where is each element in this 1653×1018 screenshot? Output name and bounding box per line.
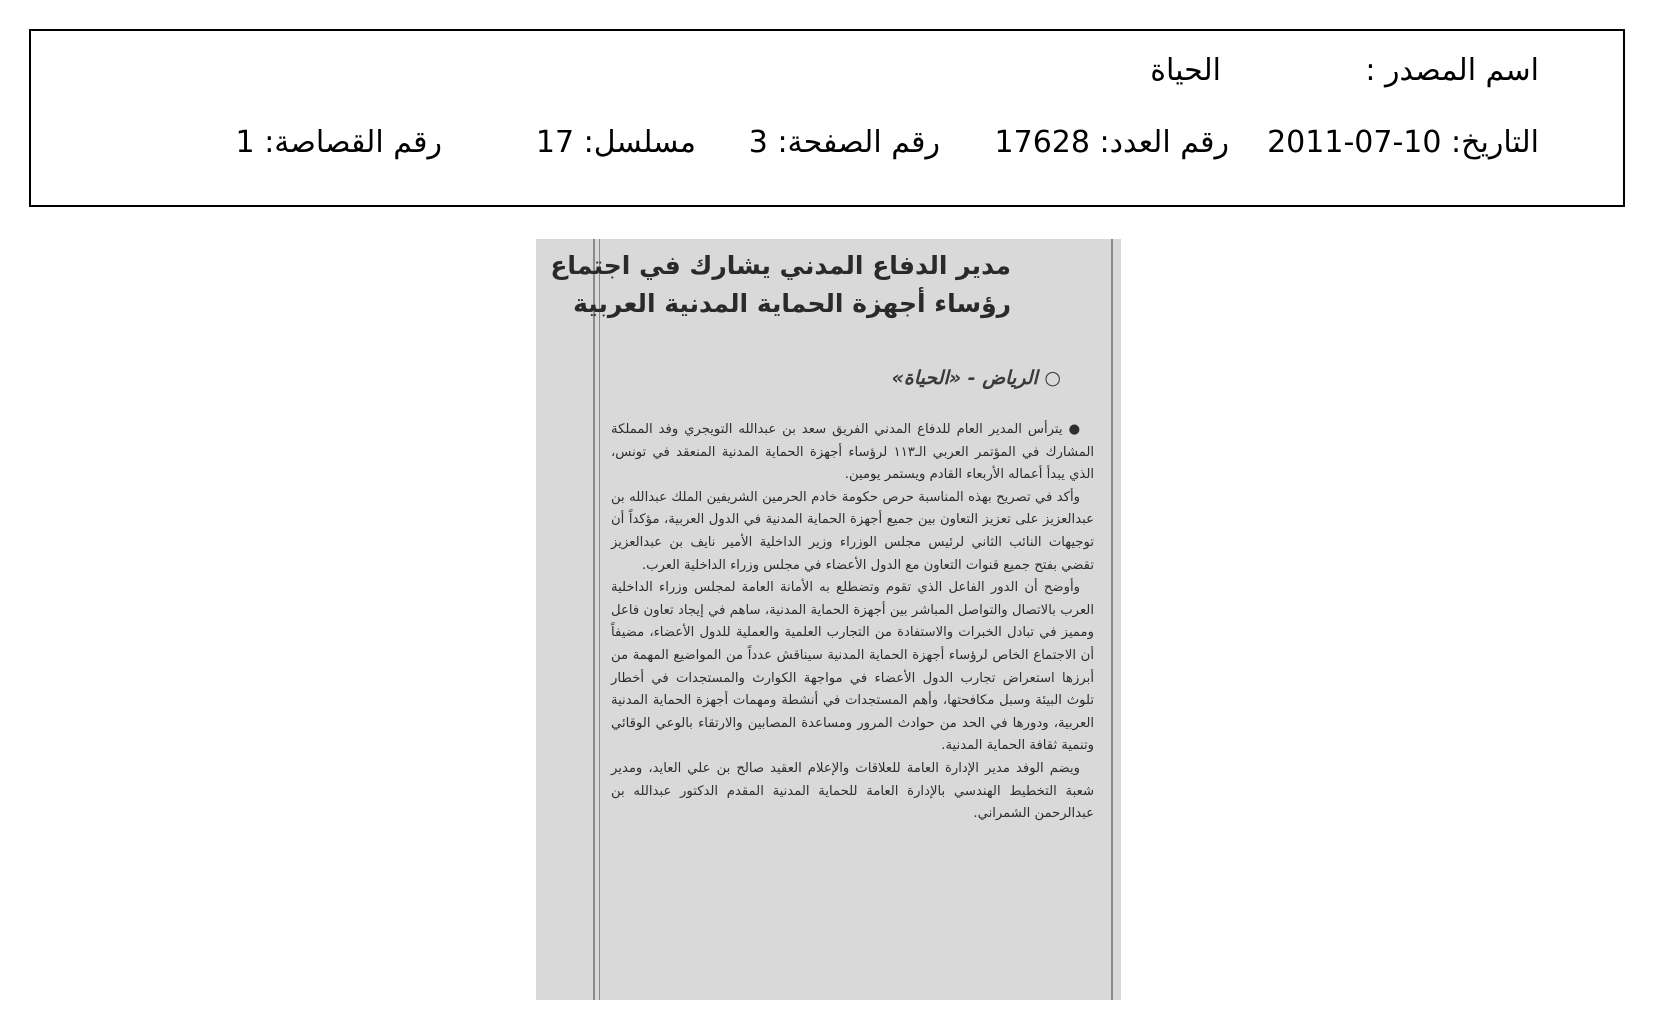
clipping-body <box>611 419 1094 826</box>
column-rule-left <box>593 239 595 1000</box>
column-rule-left-inner <box>599 239 600 1000</box>
issue-value: 17628 <box>994 125 1090 160</box>
source-info-box <box>29 29 1625 207</box>
clipping-paragraph: وأكد في تصريح بهذه المناسبة حرص حكومة خادم الحرمين الشريفين الملك عبدالله بن عبدالعزيز على تعزيز التعاون بين جميع أجهزة الحماية المدنية في الدول العربية، مؤكداً أن توجيهات النائب الثاني لرئيس مجلس الوزراء وزير الداخلية الأمير نايف بن عبدالعزيز تقضي بفتح جميع قنوات التعاون مع الدول الأعضاء في مجلس وزراء الداخلية العرب. <box>611 489 1094 573</box>
clipping-headline-line-1: مدير الدفاع المدني يشارك في اجتماع <box>550 251 1011 280</box>
source-row <box>27 53 1623 89</box>
date-value: 10-07-2011 <box>1267 125 1442 160</box>
column-rule-right <box>1111 239 1113 1000</box>
clip-number-value: 1 <box>235 125 255 160</box>
clipping-paragraph: ● يترأس المدير العام للدفاع المدني الفريق سعد بن عبدالله التويجري وفد المملكة المشارك في المؤتمر العربي الـ١١٣ لرؤساء أجهزة الحماية المدنية المنعقد في تونس، الذي يبدأ أعماله الأربعاء القادم ويستمر يومين. <box>611 422 1095 483</box>
clipping-dateline: ○ الرياض - «الحياة» <box>891 367 1061 389</box>
clipping-paragraph: وأوضح أن الدور الفاعل الذي تقوم وتضطلع به الأمانة العامة لمجلس وزراء الداخلية العرب بالاتصال والتواصل المباشر بين أجهزة الحماية المدنية، ساهم في إيجاد تعاون فاعل ومميز في تبادل الخبرات والاستفادة من التجارب العلمية والعملية للدول الأعضاء، مضيفاً أن الاجتماع الخاص لرؤساء أجهزة الحماية المدنية سيناقش عدداً من المواضيع المهمة من أبرزها استعراض تجارب الدول الأعضاء في مواجهة الكوارث والمستجدات في أخطار تلوث البيئة وسبل مكافحتها، وأهم المستجدات في أنشطة ومهمات أجهزة الحماية المدنية العربية، ودورها في الحد من حوادث المرور ومساعدة المصابين والارتقاء بالوعي الوقائي وتنمية ثقافة الحماية المدنية. <box>611 580 1094 754</box>
source-value: الحياة <box>1150 53 1221 88</box>
source-label: اسم المصدر : <box>1365 53 1539 88</box>
serial-label: مسلسل: <box>583 125 696 160</box>
details-row <box>27 125 1623 161</box>
clipping-headline-line-2: رؤساء أجهزة الحماية المدنية العربية <box>573 289 1011 318</box>
clip-number-label: رقم القصاصة: <box>264 125 442 160</box>
page-value: 3 <box>748 125 768 160</box>
date-field <box>1267 125 1539 161</box>
issue-field <box>995 125 1229 161</box>
page-label: رقم الصفحة: <box>777 125 940 160</box>
clip-number-field <box>236 125 442 161</box>
date-label: التاريخ: <box>1451 125 1539 160</box>
serial-value: 17 <box>535 125 575 160</box>
page-field <box>749 125 940 161</box>
issue-label: رقم العدد: <box>1099 125 1229 160</box>
serial-field <box>536 125 696 161</box>
clipping-paragraph: ويضم الوفد مدير الإدارة العامة للعلاقات والإعلام العقيد صالح بن علي العايد، ومدير شعبة التخطيط الهندسي بالإدارة العامة للحماية المدنية المقدم الدكتور عبدالله بن عبدالرحمن الشمراني. <box>611 760 1094 822</box>
newspaper-clipping <box>536 239 1121 1000</box>
